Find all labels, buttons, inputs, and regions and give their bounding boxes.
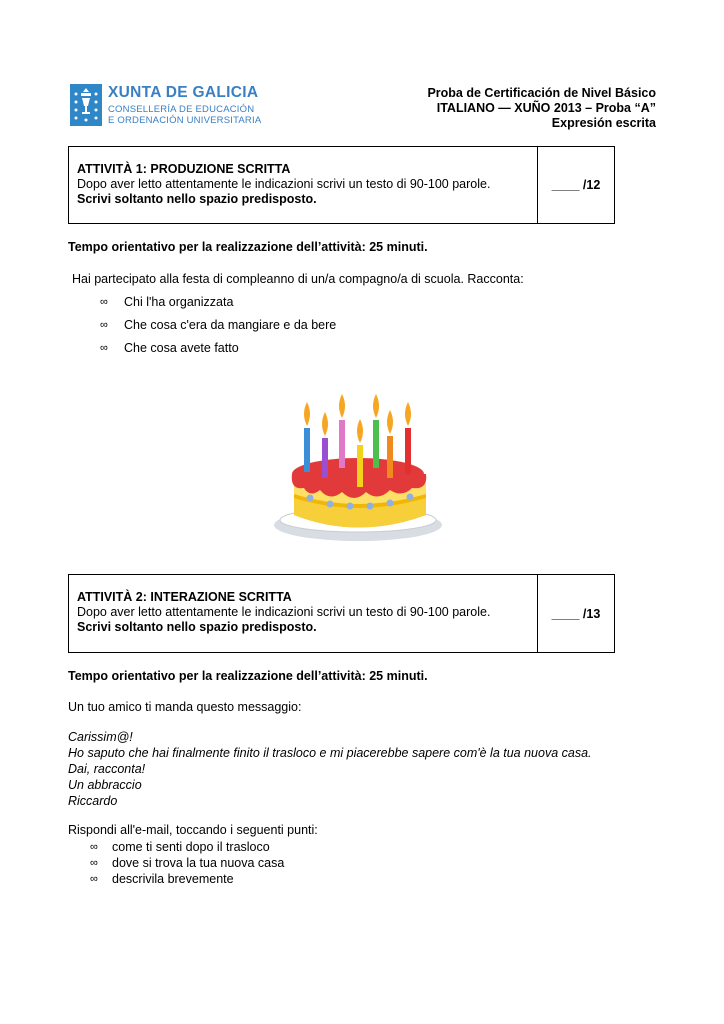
bullet-icon: ∞ (100, 342, 108, 354)
activity-1-time: Tempo orientativo per la realizzazione dell’attività: 25 minuti. (68, 240, 428, 254)
activity-1-box (68, 146, 615, 224)
logo-line-2: E ORDENACIÓN UNIVERSITARIA (108, 115, 262, 126)
list-item: ∞ descrivila brevemente (90, 872, 234, 886)
activity-2-intro: Un tuo amico ti manda questo messaggio: (68, 700, 302, 714)
header-line-3: Expresión escrita (551, 116, 656, 130)
message-line: Carissim@! (68, 730, 133, 744)
activity-2-title: ATTIVITÀ 2: INTERAZIONE SCRITTA (77, 590, 292, 604)
message-line: Riccardo (68, 794, 118, 808)
bullet-icon: ∞ (90, 873, 98, 885)
activity-1-prompt: Hai partecipato alla festa di compleanno di un/a compagno/a di scuola. Racconta: (72, 272, 524, 286)
activity-1-instruction: Dopo aver letto attentamente le indicazioni scrivi un testo di 90-100 parole. (77, 177, 491, 191)
bullet-icon: ∞ (100, 319, 108, 331)
bullet-icon: ∞ (90, 857, 98, 869)
activity-2-time: Tempo orientativo per la realizzazione dell’attività: 25 minuti. (68, 669, 428, 683)
logo-line-1: CONSELLERÍA DE EDUCACIÓN (108, 104, 255, 115)
activity-2-note: Scrivi soltanto nello spazio predisposto. (77, 620, 317, 634)
activity-1-bullet-list (100, 295, 336, 364)
xunta-logo (70, 84, 270, 128)
list-item: ∞ come ti senti dopo il trasloco (90, 840, 270, 854)
activity-1-score: ____ /12 (551, 178, 601, 192)
list-item: ∞ dove si trova la tua nuova casa (90, 856, 285, 870)
list-item: ∞ Chi l'ha organizzata (100, 295, 234, 309)
header-line-1: Proba de Certificación de Nivel Básico (427, 86, 656, 100)
birthday-cake-image (270, 390, 450, 550)
friend-message (68, 730, 658, 810)
activity-1-note: Scrivi soltanto nello spazio predisposto. (77, 192, 317, 206)
header-line-2: ITALIANO — XUÑO 2013 – Proba “A” (436, 101, 656, 115)
list-item: ∞ Che cosa avete fatto (100, 341, 239, 355)
activity-1-title: ATTIVITÀ 1: PRODUZIONE SCRITTA (77, 162, 291, 176)
exam-header (427, 86, 656, 131)
activity-2-score: ____ /13 (551, 606, 601, 621)
message-line: Dai, racconta! (68, 762, 146, 776)
bullet-icon: ∞ (90, 841, 98, 853)
activity-2-instruction: Dopo aver letto attentamente le indicazioni scrivi un testo di 90-100 parole. (77, 605, 491, 619)
activity-2-reply-prompt: Rispondi all'e-mail, toccando i seguenti punti: (68, 823, 318, 837)
logo-name: XUNTA DE GALICIA (108, 84, 259, 101)
activity-2-bullet-list (90, 840, 284, 888)
message-line: Un abbraccio (68, 778, 142, 792)
list-item: ∞ Che cosa c'era da mangiare e da bere (100, 318, 337, 332)
bullet-icon: ∞ (100, 296, 108, 308)
activity-2-instructions (69, 575, 538, 652)
galicia-emblem-icon (70, 84, 102, 126)
activity-2-box (68, 574, 615, 653)
activity-1-instructions (69, 147, 538, 223)
message-line: Ho saputo che hai finalmente finito il trasloco e mi piacerebbe sapere com'è la tua nuova casa. (68, 746, 592, 760)
